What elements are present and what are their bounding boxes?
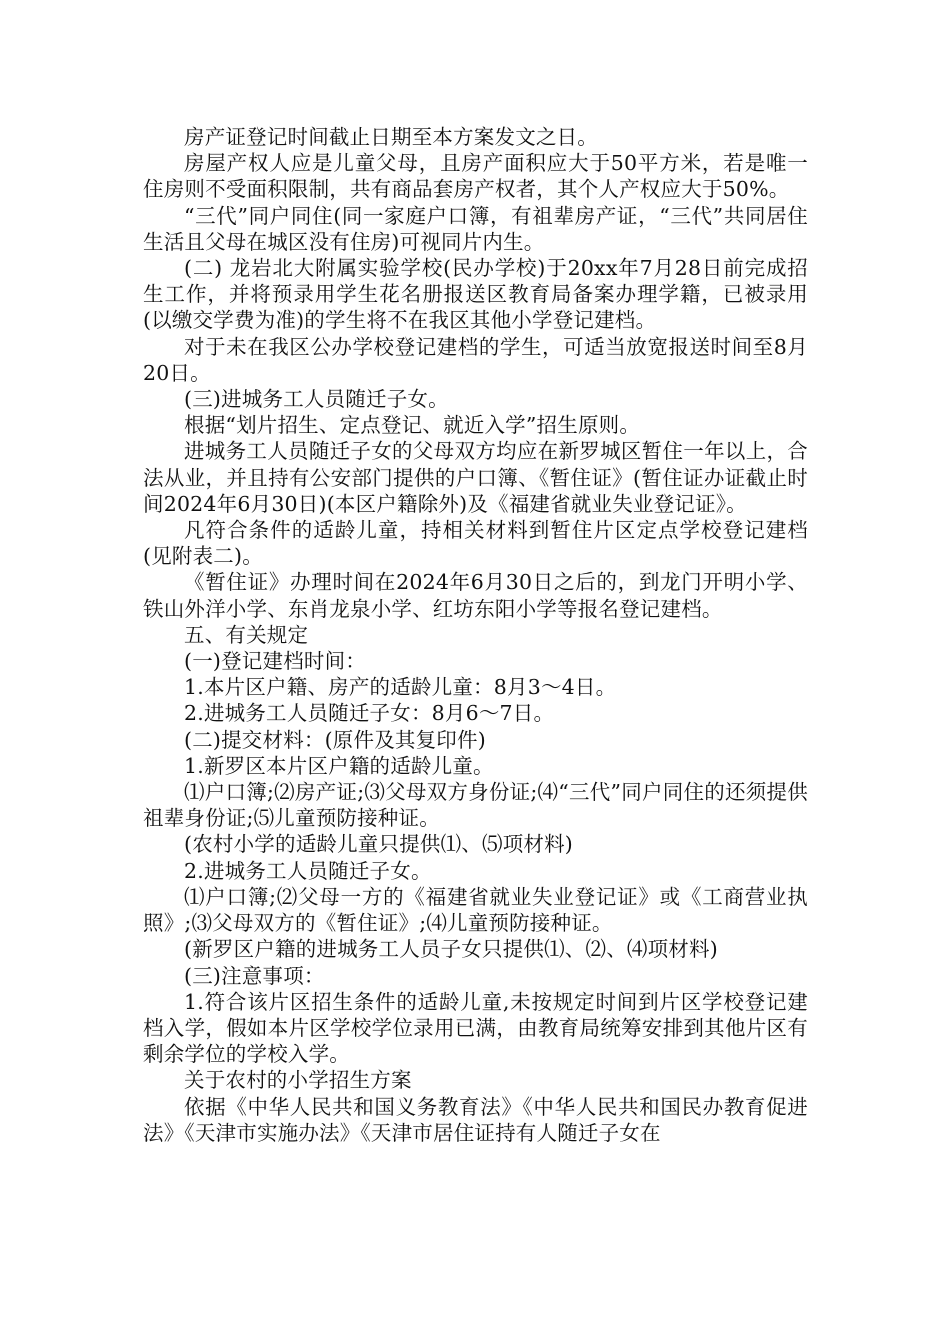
paragraph: ⑴户口簿;⑵父母一方的《福建省就业失业登记证》或《工商营业执照》;⑶父母双方的《暂住证》;⑷儿童预防接种证。 <box>143 884 808 936</box>
paragraph: 凡符合条件的适龄儿童，持相关材料到暂住片区定点学校登记建档(见附表二)。 <box>143 518 808 569</box>
paragraph: (二)提交材料：(原件及其复印件) <box>184 727 486 752</box>
paragraph: ⑴户口簿;⑵房产证;⑶父母双方身份证;⑷“三代”同户同住的还须提供祖辈身份证;⑸儿童预防接种证。 <box>143 780 808 831</box>
paragraph: 房产证登记时间截止日期至本方案发文之日。 <box>184 125 598 149</box>
paragraph: 《暂住证》办理时间在2024年6月30日之后的，到龙门开明小学、铁山外洋小学、东肖龙泉小学、红坊东阳小学等报名登记建档。 <box>143 570 808 621</box>
paragraph: 进城务工人员随迁子女的父母双方均应在新罗城区暂住一年以上，合法从业，并且持有公安部门提供的户口簿、《暂住证》(暂住证办证截止时间2024年6月30日)(本区户籍除外)及《福建省就业失业登记证》。 <box>143 439 808 516</box>
paragraph: 1.本片区户籍、房产的适龄儿童：8月3～4日。 <box>184 675 617 700</box>
paragraph: 1.新罗区本片区户籍的适龄儿童。 <box>184 753 494 778</box>
paragraph: 1.符合该片区招生条件的适龄儿童,未按规定时间到片区学校登记建档入学，假如本片区学校学位录用已满，由教育局统筹安排到其他片区有剩余学位的学校入学。 <box>143 989 808 1067</box>
paragraph: (一)登记建档时间： <box>184 649 366 674</box>
paragraph: 2.进城务工人员随迁子女：8月6～7日。 <box>184 701 555 726</box>
paragraph: (二) 龙岩北大附属实验学校(民办学校)于20xx年7月28日前完成招生工作，并将预录用学生花名册报送区教育局备案办理学籍，已被录用(以缴交学费为准)的学生将不在我区其他小学登记建档。 <box>143 256 808 333</box>
paragraph: 2.进城务工人员随迁子女。 <box>184 858 432 883</box>
paragraph: (农村小学的适龄儿童只提供⑴、⑸项材料) <box>184 832 573 857</box>
paragraph: 依据《中华人民共和国义务教育法》《中华人民共和国民办教育促进法》《天津市实施办法》《天津市居住证持有人随迁子女在 <box>143 1094 808 1145</box>
paragraph: 房屋产权人应是儿童父母，且房产面积应大于50平方米，若是唯一住房则不受面积限制，共有商品套房产权者，其个人产权应大于50%。 <box>143 151 808 202</box>
paragraph: (三)注意事项： <box>184 963 325 988</box>
section-heading: 五、有关规定 <box>184 622 309 647</box>
paragraph: 对于未在我区公办学校登记建档的学生，可适当放宽报送时间至8月20日。 <box>143 334 808 385</box>
paragraph: (三)进城务工人员随迁子女。 <box>184 387 449 412</box>
document-body <box>143 124 808 1146</box>
paragraph: (新罗区户籍的进城务工人员子女只提供⑴、⑵、⑷项材料) <box>184 937 718 962</box>
section-heading: 关于农村的小学招生方案 <box>184 1068 412 1093</box>
paragraph: 根据“划片招生、定点登记、就近入学”招生原则。 <box>184 413 641 438</box>
paragraph: “三代”同户同住(同一家庭户口簿，有祖辈房产证，“三代”共同居住生活且父母在城区没有住房)可视同片内生。 <box>143 203 808 254</box>
